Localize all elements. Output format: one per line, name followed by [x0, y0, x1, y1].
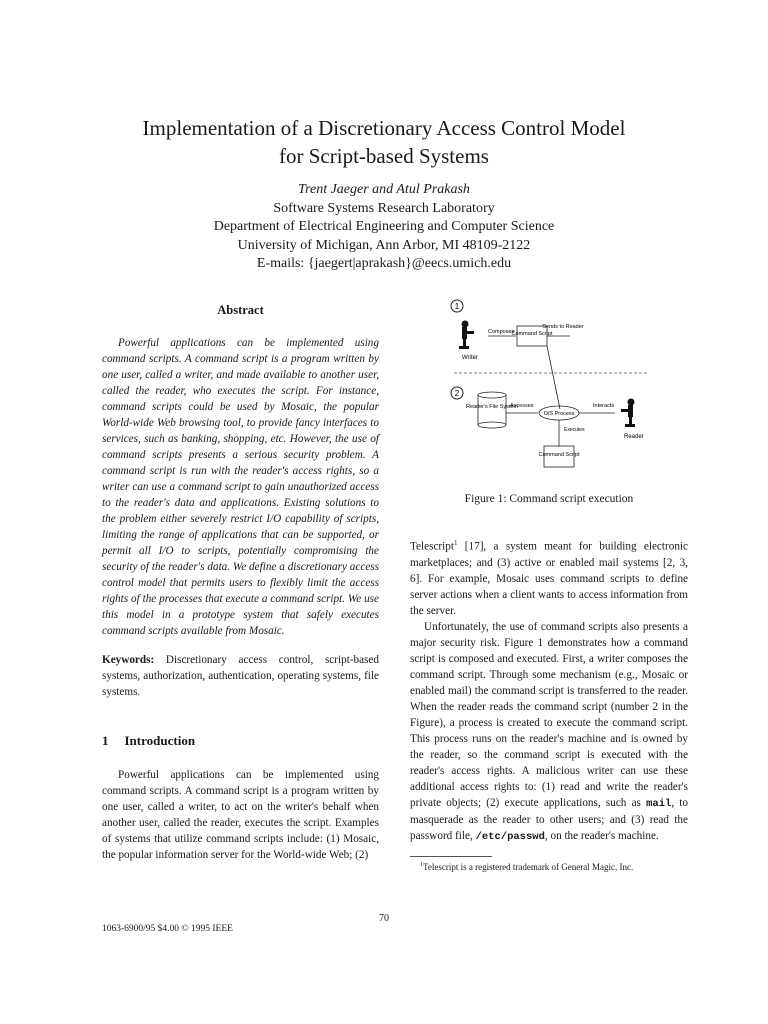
interacts-label: Interacts [593, 403, 615, 409]
keywords [102, 652, 379, 700]
author-block [0, 181, 768, 274]
author-names: Trent Jaeger and Atul Prakash [298, 182, 470, 197]
paragraph-security-risk-a: Unfortunately, the use of command scripts also presents a major security risk. Figure 1 demonstrates how a command script is composed and executed. First, a writer composes the command script. Through some mechanism (e.g., Mosaic or enabled mail) the command script is transferred to the reader. When the reader reads the command script (number 2 in the Figure), a process is created to execute the command script. This process runs on the reader's machine and is owned by the reader, so the command script is executed with the reader's access rights. A malicious writer can use these additional access rights to: (1) read and write the reader's private objects; (2) execute applications, such as [410, 620, 688, 809]
reader-person-icon [621, 399, 635, 428]
writer-person-icon [459, 321, 474, 350]
paper-title [0, 114, 768, 170]
readers-file-system-icon [478, 392, 506, 428]
passwd-path: /etc/passwd [475, 830, 545, 843]
author-emails: E-mails: {jaegert|aprakash}@eecs.umich.edu [256, 256, 512, 271]
keywords-text: Discretionary access control, script-based systems, authorization, authentication, operating systems, file systems. [102, 654, 379, 698]
page-number: 70 [379, 913, 389, 924]
section-title: Introduction [124, 733, 196, 748]
mail-command: mail [646, 797, 672, 810]
accesses-label: Accesses [510, 403, 534, 409]
marker-2-label: 2 [454, 389, 460, 398]
paragraph-telescript-rest: [17], a system meant for building electronic marketplaces; and (3) active or enabled mail systems [2, 3, 6]. For example, Mosaic uses command scripts to define server actions when a client wants to access information from the server. [410, 540, 688, 617]
telescript-word: Telescript [410, 540, 454, 553]
abstract-heading: Abstract [217, 303, 264, 317]
paragraph-security-risk-b: , to masquerade as the reader to other users; and (3) read the password file, [410, 796, 689, 842]
figure-1-diagram [410, 295, 700, 485]
section-heading-introduction [102, 733, 211, 749]
footnote [410, 859, 700, 873]
command-script-label-top: Command Script [511, 331, 553, 337]
copyright-line: 1063-6900/95 $4.00 © 1995 IEEE [102, 924, 233, 934]
keywords-label: Keywords: [102, 654, 155, 666]
marker-1-label: 1 [454, 302, 460, 311]
sends-to-reader-label: Sends to Reader [542, 324, 584, 330]
readers-file-system-label: Reader's File System [465, 404, 519, 410]
script-to-process-arrow [547, 346, 560, 409]
command-script-label-bottom: Command Script [538, 452, 580, 458]
author-lab: Software Systems Research Laboratory [273, 200, 495, 216]
author-dept: Department of Electrical Engineering and Computer Science [213, 219, 555, 234]
paragraph-telescript [410, 535, 688, 619]
os-process-label: O/S Process [543, 411, 575, 417]
author-university: University of Michigan, Ann Arbor, MI 48109-2122 [237, 237, 531, 253]
figure-1-caption: Figure 1: Command script execution [464, 493, 634, 505]
abstract-text: Powerful applications can be implemented using command scripts. A command script is a program written by one user, called a writer, and made available to another user, called the reader, who executes the script. For instance, command scripts could be used by Mosaic, the popular World-wide Web browsing tool, to provide fancy interfaces to services, such as banking, shopping, etc. However, the use of command scripts presents a serious security problem. A command script is run with the reader's access rights, so a writer can use a command script to gain unauthorized access to the reader's data and applications. Existing solutions to the problem either severely restrict I/O capability of scripts, limiting the range of applications that can be supported, or permit all I/O to scripts, potentially compromising the security of the reader's data. We define a discretionary access control model that permits users to flexibly limit the access rights of the processes that execute a command script. We use this model in a prototype system that safely executes command scripts available from Mosaic. [102, 337, 379, 637]
title-line-1: Implementation of a Discretionary Access Control Model [142, 116, 626, 140]
composes-label: Composes [488, 329, 515, 335]
footnote-text: Telescript is a registered trademark of General Magic, Inc. [423, 862, 634, 872]
paragraph-security-risk-c: , on the reader's machine. [544, 829, 659, 842]
footnote-ref: 1 [453, 539, 458, 547]
paragraph-security-risk [410, 619, 688, 845]
executes-label: Executes [564, 427, 585, 433]
section-number: 1 [102, 733, 109, 748]
footnote-mark: 1 [420, 862, 423, 868]
title-line-2: for Script-based Systems [279, 144, 489, 168]
right-column-text [410, 535, 688, 845]
footnote-rule [410, 856, 492, 857]
introduction-text: Powerful applications can be implemented using command scripts. A command script is a program written by one user, called a writer, to act on the writer's behalf when another user, called the reader, executes the script. Examples of systems that utilize command scripts include: (1) Mosaic, the popular information server for the World-wide Web; (2) [102, 769, 379, 861]
reader-label: Reader [624, 434, 644, 440]
writer-label: Writer [462, 355, 478, 361]
